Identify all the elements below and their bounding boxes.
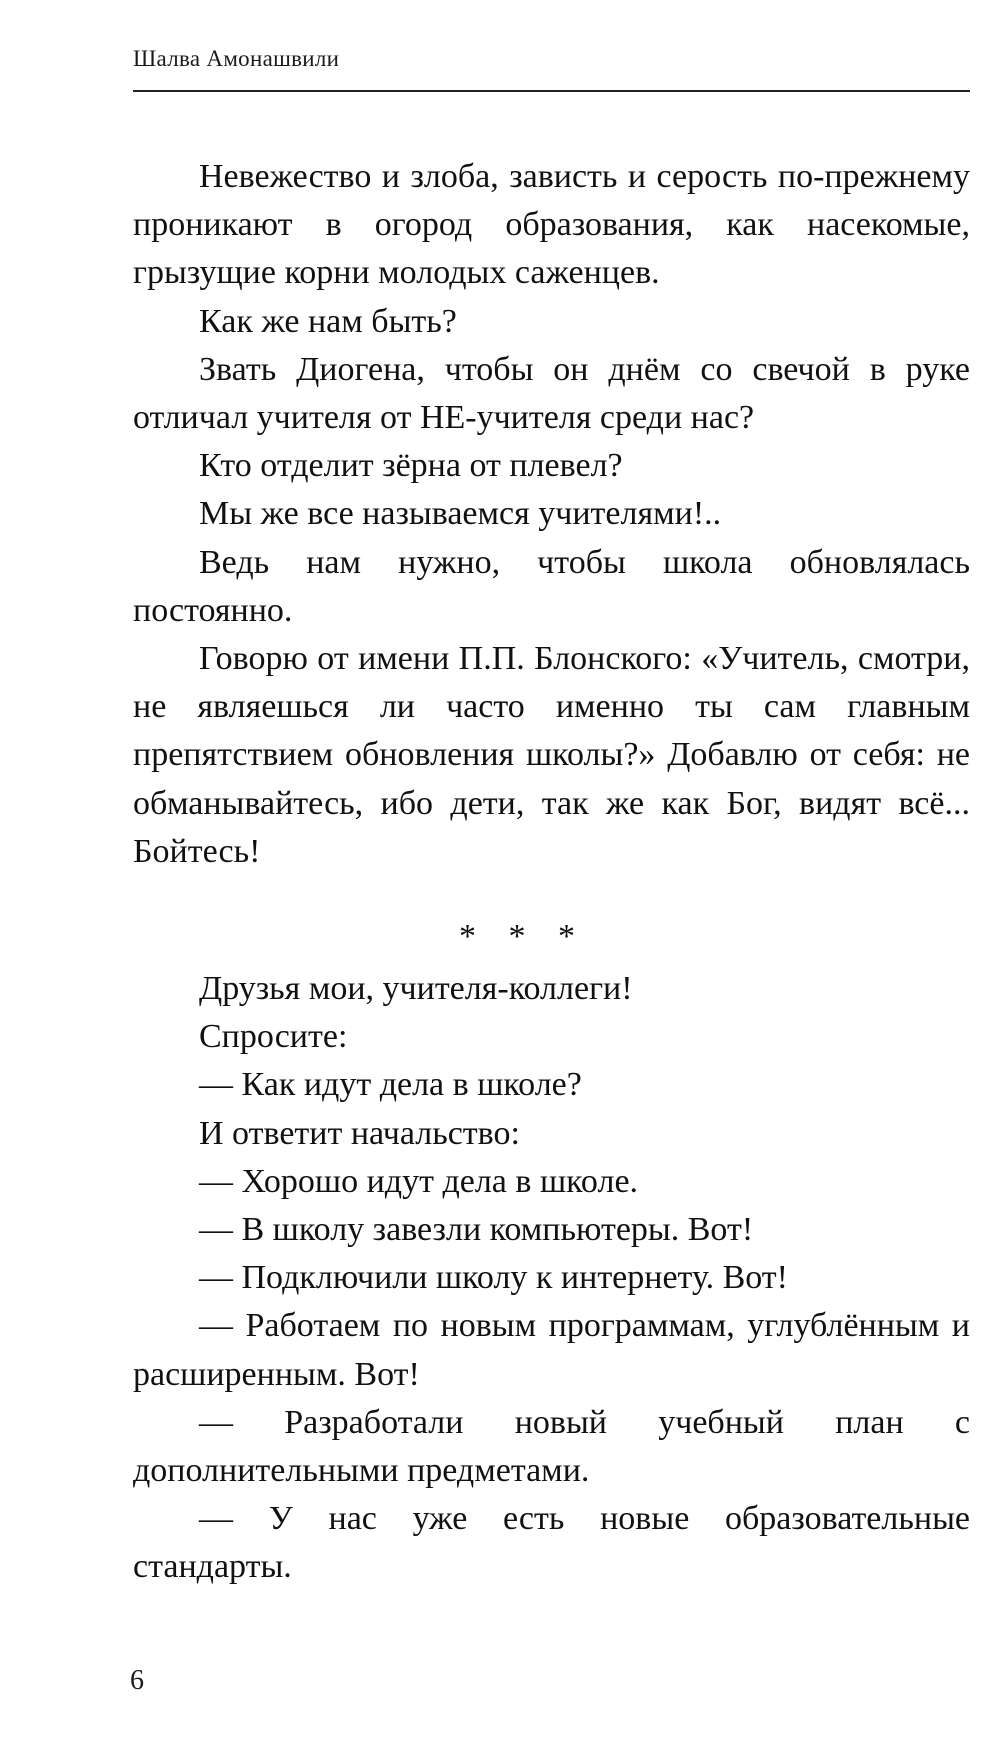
section-separator: * * * [459, 918, 587, 955]
paragraph: Мы же все называемся учителями!.. [199, 495, 722, 533]
running-head-author: Шалва Амонашвили [133, 46, 340, 71]
paragraph: Как же нам быть? [199, 302, 457, 340]
paragraph: Звать Диогена, чтобы он днём со свечой в руке отличал учителя от НЕ-учителя среди нас? [133, 350, 970, 437]
dialogue-line: — Как идут дела в школе? [199, 1066, 582, 1104]
paragraph: Кто отделит зёрна от плевел? [199, 447, 623, 485]
text-block-2 [133, 965, 970, 1592]
page-number: 6 [130, 1665, 144, 1696]
paragraph: Ведь нам нужно, чтобы школа обновлялась постоянно. [133, 543, 970, 629]
header-rule [133, 90, 970, 92]
text-block-1 [133, 153, 970, 876]
paragraph: И ответит начальство: [199, 1114, 520, 1152]
dialogue-line: — Хорошо идут дела в школе. [199, 1162, 639, 1200]
paragraph: Спросите: [199, 1018, 348, 1056]
dialogue-line: — Подключили школу к интернету. Вот! [199, 1259, 788, 1297]
dialogue-line: — Разработали новый учебный план с дополнительными предметами. [133, 1403, 970, 1490]
dialogue-line: — В школу завезли компьютеры. Вот! [199, 1211, 754, 1249]
dialogue-line: — У нас уже есть новые образовательные стандарты. [133, 1500, 970, 1586]
dialogue-line: — Работаем по новым программам, углублённым и расширенным. Вот! [133, 1307, 970, 1393]
paragraph: Невежество и злоба, зависть и серость по-прежнему проникают в огород образования, как насекомые, грызущие корни молодых саженцев. [133, 158, 970, 292]
paragraph: Друзья мои, учителя-коллеги! [199, 970, 633, 1007]
paragraph: Говорю от имени П.П. Блонского: «Учитель, смотри, не являешься ли часто именно ты сам главным препятствием обновления школы?» Добавлю от себя: не обманывайтесь, ибо дети, так же как Бог, видят всё... Бойтесь! [133, 640, 970, 870]
